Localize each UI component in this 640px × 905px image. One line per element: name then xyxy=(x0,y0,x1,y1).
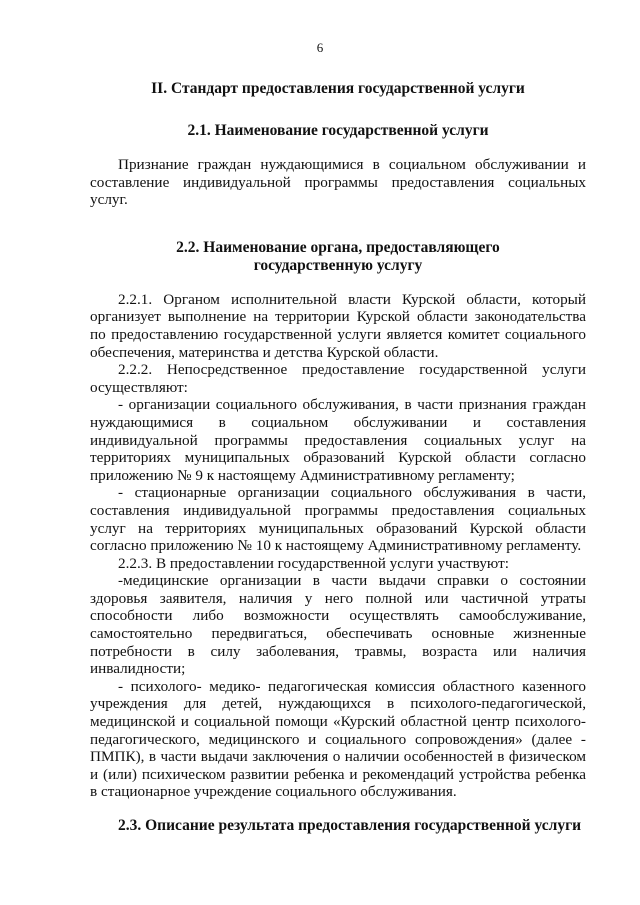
document-content xyxy=(90,80,586,835)
subsection-2-2-title: 2.2. Наименование органа, предоставляющего государственную услугу xyxy=(176,238,500,274)
subsection-2-3-title: 2.3. Описание результата предоставления государственной услуги xyxy=(118,817,582,834)
subsection-2-1-text: Признание граждан нуждающимися в социальном обслуживании и составление индивидуальной программы предоставления социальных услуг. xyxy=(90,156,586,209)
list-item-stationary-organizations: - стационарные организации социального обслуживания в части, составления индивидуальной программы предоставления социальных услуг на территориях муниципальных образований Курской области согласно приложению № 10 к настоящему Административному регламенту. xyxy=(90,484,586,555)
section-title: II. Стандарт предоставления государственной услуги xyxy=(151,80,525,97)
paragraph-2-2-3: 2.2.3. В предоставлении государственной услуги участвуют: xyxy=(118,554,509,572)
list-item-social-organizations: - организации социального обслуживания, в части признания граждан нуждающимися в социальном обслуживании и составления индивидуальной программы предоставления социальных услуг на территориях муниципальных образований Курской области согласно приложению № 9 к настоящему Административному регламенту; xyxy=(90,396,586,484)
list-item-medical-organizations: -медицинские организации в части выдачи справки о состоянии здоровья заявителя, наличия у него полной или частичной утраты способности либо возможности осуществлять самообслуживание, самостоятельно передвигаться, обеспечивать основные жизненные потребности в силу заболевания, травмы, возраста или наличия инвалидности; xyxy=(90,572,586,678)
subsection-2-1-title: 2.1. Наименование государственной услуги xyxy=(187,122,489,139)
paragraph-2-2-2: 2.2.2. Непосредственное предоставление государственной услуги осуществляют: xyxy=(90,361,586,396)
list-item-pmpk: - психолого- медико- педагогическая комиссия областного казенного учреждения для детей, нуждающихся в психолого-педагогической, медицинской и социальной помощи «Курский областной центр психолого-педагогического, медицинского и социального сопровождения» (далее - ПМПК), в части выдачи заключения о наличии особенностей в физическом и (или) психическом развитии ребенка и рекомендаций устройства ребенка в стационарное учреждение социального обслуживания. xyxy=(90,677,586,801)
page-number: 6 xyxy=(316,40,324,55)
paragraph-2-2-1: 2.2.1. Органом исполнительной власти Курской области, который организует выполнение на территории Курской области законодательства по предоставлению государственной услуги является комитет социального обеспечения, материнства и детства Курской области. xyxy=(90,290,586,361)
